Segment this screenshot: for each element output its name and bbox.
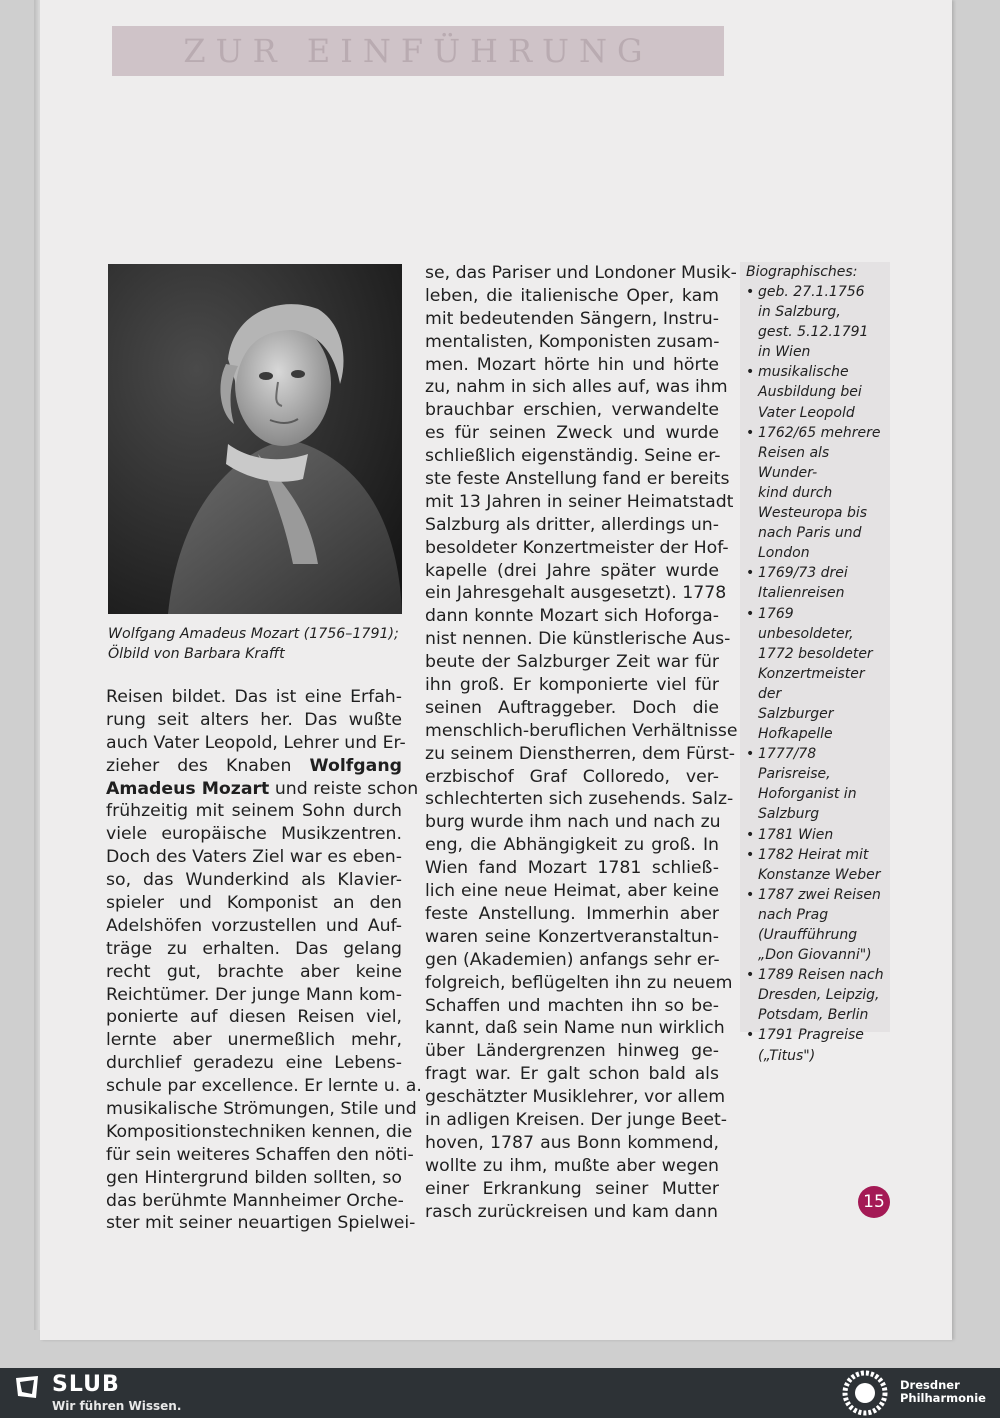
- text-line: ein Jahresgehalt ausgesetzt). 1778: [425, 583, 727, 604]
- text-line: brauchbar erschien, verwandelte: [425, 400, 719, 421]
- caption-line-1: Wolfgang Amadeus Mozart (1756–1791);: [108, 626, 399, 642]
- sidebar-title: Biographisches:: [746, 264, 858, 280]
- text-line: ster mit seiner neuartigen Spielwei-: [106, 1213, 416, 1234]
- text-line-part: zieher des Knaben: [106, 755, 310, 776]
- text-line: rung seit alters her. Das wußte: [106, 709, 402, 730]
- text-line: für sein weiteres Schaffen den nöti-: [106, 1144, 414, 1165]
- list-item: • geb. 27.1.1756 in Salzburg, gest. 5.12.1791 in Wien: [740, 282, 890, 362]
- partner-name-line-1: Dresdner: [900, 1378, 960, 1392]
- text-line-part: und reiste schon: [274, 778, 419, 799]
- portrait-painting-illustration: [108, 264, 402, 614]
- dresdner-philharmonie-logo-icon[interactable]: [842, 1370, 888, 1416]
- text-line: kapelle (drei Jahre später wurde: [425, 560, 719, 581]
- text-line: lernte aber unermeßlich mehr,: [106, 1030, 402, 1051]
- caption-line-2: Ölbild von Barbara Krafft: [108, 646, 285, 662]
- section-header-title: ZUR EINFÜHRUNG: [183, 32, 653, 70]
- list-item: • 1782 Heirat mit Konstanze Weber: [740, 845, 890, 885]
- text-line: spieler und Komponist an den: [106, 893, 402, 914]
- library-name[interactable]: SLUB: [52, 1372, 120, 1397]
- text-line: kannt, daß sein Name nun wirklich: [425, 1018, 725, 1039]
- text-line: auch Vater Leopold, Lehrer und Er-: [106, 732, 406, 753]
- viewer-footer: [0, 1368, 1000, 1418]
- text-line: so, das Wunderkind als Klavier-: [106, 870, 402, 891]
- list-item: • 1789 Reisen nach Dresden, Leipzig, Potsdam, Berlin: [740, 965, 890, 1025]
- text-line: nist nennen. Die künstlerische Aus-: [425, 629, 731, 650]
- text-line: frühzeitig mit seinem Sohn durch: [106, 801, 402, 822]
- text-line: geschätzter Musiklehrer, vor allem: [425, 1087, 726, 1108]
- text-line: men. Mozart hörte hin und hörte: [425, 354, 719, 375]
- text-line: fragt war. Er galt schon bald als: [425, 1064, 719, 1085]
- text-line: se, das Pariser und Londoner Musik-: [425, 263, 737, 283]
- text-line: Reisen bildet. Das ist eine Erfah-: [106, 687, 402, 707]
- body-column-2: [425, 262, 738, 1223]
- bold-name-second: Amadeus Mozart: [106, 778, 270, 799]
- text-line: Schaffen und machten ihn so be-: [425, 995, 719, 1016]
- text-line: mentalisten, Komponisten zusam-: [425, 331, 720, 352]
- text-line: schlechterten sich zusehends. Salz-: [425, 789, 734, 810]
- text-line: beute der Salzburger Zeit war für: [425, 652, 719, 673]
- text-line: lich eine neue Heimat, aber keine: [425, 881, 719, 902]
- text-line: menschlich-beruflichen Verhältnisse: [425, 720, 738, 741]
- text-line: mit bedeutenden Sängern, Instru-: [425, 308, 719, 329]
- text-line: burg wurde ihm nach und nach zu: [425, 812, 721, 833]
- text-line: Reichtümer. Der junge Mann kom-: [106, 984, 402, 1005]
- portrait-caption: [108, 624, 408, 664]
- text-line: seinen Auftraggeber. Doch die: [425, 697, 719, 718]
- text-line: [106, 778, 419, 801]
- page-number-badge: 15: [858, 1186, 890, 1218]
- list-item: • musikalische Ausbildung bei Vater Leopold: [740, 362, 890, 422]
- mozart-portrait: [108, 264, 402, 614]
- text-line: [106, 755, 402, 778]
- text-line: gen (Akademien) anfangs sehr er-: [425, 949, 720, 970]
- text-line: Doch des Vaters Ziel war es eben-: [106, 847, 402, 868]
- text-line: mit 13 Jahren in seiner Heimatstadt: [425, 491, 734, 512]
- body-column-1: [106, 686, 422, 1235]
- text-line: schule par excellence. Er lernte u. a.: [106, 1076, 422, 1097]
- text-line: dann konnte Mozart sich Hoforga-: [425, 606, 719, 627]
- slub-logo-icon[interactable]: [14, 1374, 40, 1400]
- text-line: das berühmte Mannheimer Orche-: [106, 1190, 404, 1211]
- text-line: einer Erkrankung seiner Mutter: [425, 1178, 719, 1199]
- list-item: • 1777/78 Parisreise, Hoforganist in Salzburg: [740, 744, 890, 824]
- list-item: • 1762/65 mehrere Reisen als Wunder- kind durch Westeuropa bis nach Paris und London: [740, 423, 890, 564]
- text-line: über Ländergrenzen hinweg ge-: [425, 1041, 719, 1062]
- text-line: viele europäische Musikzentren.: [106, 824, 402, 845]
- text-line: feste Anstellung. Immerhin aber: [425, 903, 719, 924]
- text-line: ste feste Anstellung fand er bereits: [425, 469, 730, 490]
- partner-name-line-2: Philharmonie: [900, 1391, 986, 1405]
- text-line: träge zu erhalten. Das gelang: [106, 938, 402, 959]
- text-line: Adelshöfen vorzustellen und Auf-: [106, 915, 402, 936]
- text-line: rasch zurückreisen und kam dann: [425, 1201, 718, 1222]
- text-line: gen Hintergrund bilden sollten, so: [106, 1167, 402, 1188]
- section-header-band: [112, 26, 724, 76]
- bold-name-first: Wolfgang: [309, 755, 402, 776]
- list-item: • 1769/73 drei Italienreisen: [740, 563, 890, 603]
- text-line: zu, nahm in sich alles auf, was ihm: [425, 377, 728, 398]
- list-item: • 1787 zwei Reisen nach Prag (Uraufführung „Don Giovanni"): [740, 885, 890, 965]
- biography-list: [740, 282, 890, 1066]
- list-item: • 1781 Wien: [740, 825, 890, 845]
- text-line: hoven, 1787 aus Bonn kommend,: [425, 1132, 719, 1153]
- text-line: eng, die Abhängigkeit zu groß. In: [425, 835, 719, 856]
- text-line: Wien fand Mozart 1781 schließ-: [425, 858, 719, 879]
- biography-sidebar: [740, 262, 890, 1064]
- text-line: ihn groß. Er komponierte viel für: [425, 675, 719, 696]
- text-line: folgreich, beflügelten ihn zu neuem: [425, 972, 733, 993]
- text-line: recht gut, brachte aber keine: [106, 961, 402, 982]
- text-line: in adligen Kreisen. Der junge Beet-: [425, 1109, 727, 1130]
- text-line: Salzburg als dritter, allerdings un-: [425, 514, 719, 535]
- text-line: schließlich eigenständig. Seine er-: [425, 446, 721, 467]
- text-line: es für seinen Zweck und wurde: [425, 423, 719, 444]
- text-line: leben, die italienische Oper, kam: [425, 285, 719, 306]
- list-item: • 1769 unbesoldeter, 1772 besoldeter Konzertmeister der Salzburger Hofkapelle: [740, 604, 890, 745]
- text-line: ponierte auf diesen Reisen viel,: [106, 1007, 402, 1028]
- list-item: • 1791 Pragreise („Titus"): [740, 1025, 890, 1065]
- text-line: erzbischof Graf Colloredo, ver-: [425, 766, 719, 787]
- text-line: waren seine Konzertveranstaltun-: [425, 926, 719, 947]
- text-line: zu seinem Dienstherren, dem Fürst-: [425, 743, 736, 764]
- text-line: durchlief geradezu eine Lebens-: [106, 1053, 402, 1074]
- partner-name[interactable]: [900, 1379, 986, 1405]
- text-line: Kompositionstechniken kennen, die: [106, 1121, 413, 1142]
- text-line: musikalische Strömungen, Stile und: [106, 1099, 417, 1120]
- library-slogan: Wir führen Wissen.: [52, 1399, 182, 1413]
- text-line: wollte zu ihm, mußte aber wegen: [425, 1155, 719, 1176]
- text-line: besoldeter Konzertmeister der Hof-: [425, 537, 729, 558]
